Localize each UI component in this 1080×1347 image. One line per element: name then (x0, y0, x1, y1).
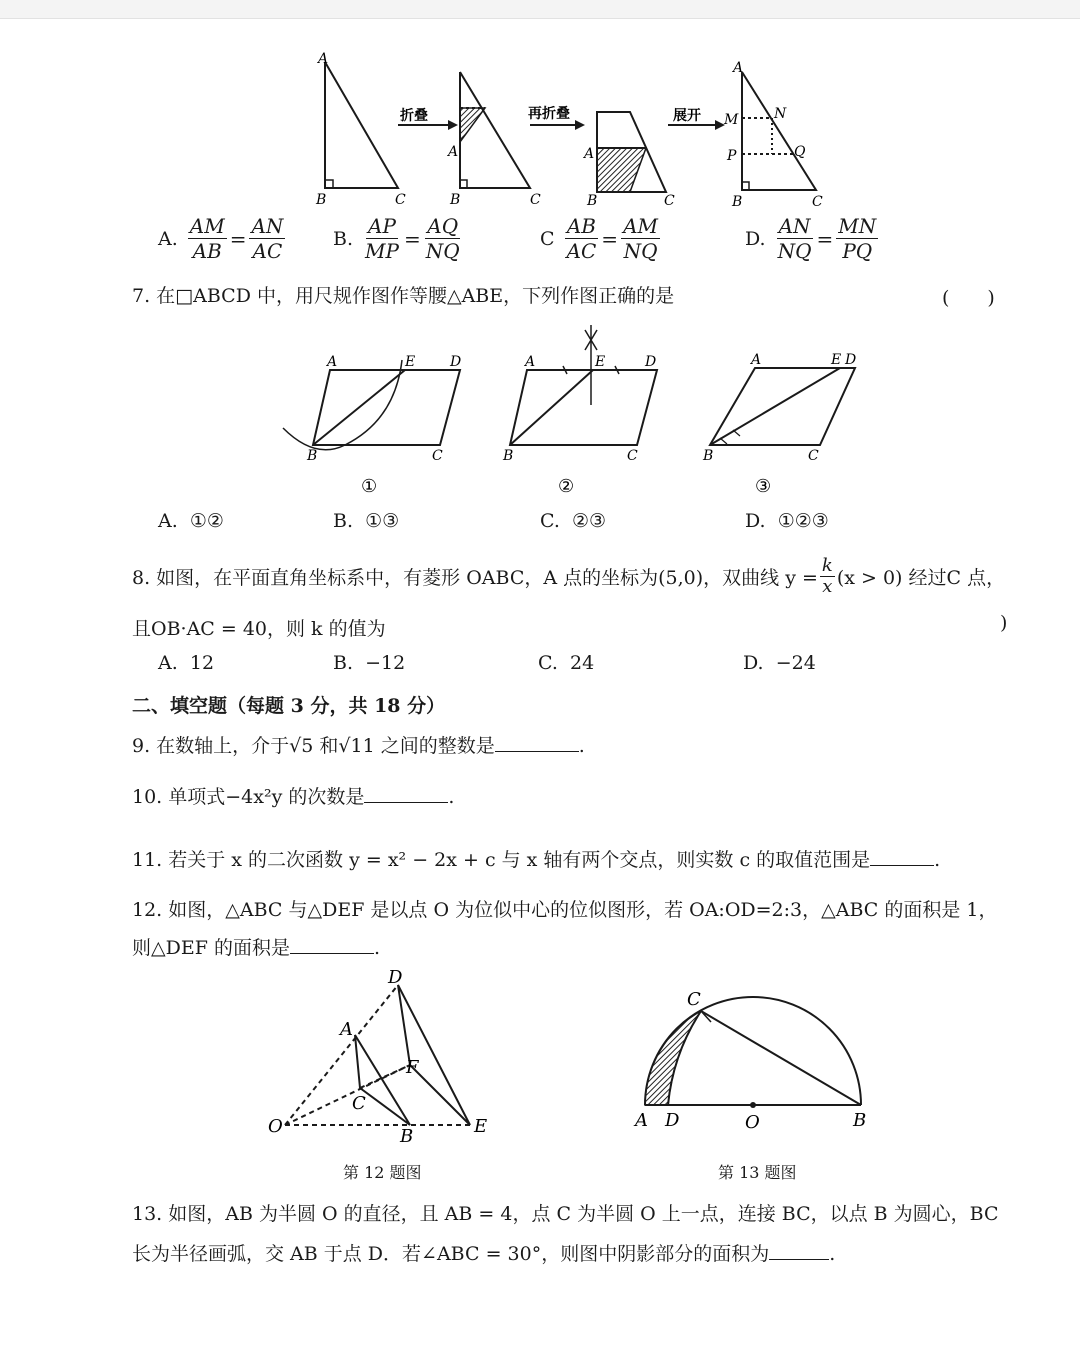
q12-label-b: B (400, 1126, 414, 1147)
q10-question-text: 10. 单项式−4x²y 的次数是 (132, 786, 365, 808)
q6-f4-label-c: C (812, 194, 823, 210)
q6-f4-label-a: A (733, 60, 744, 76)
q8-option-a-value: 12 (189, 652, 215, 674)
q13-end: . (829, 1243, 836, 1265)
q6-option-d-frac2 (836, 214, 878, 263)
q8-hyperbola-frac (820, 556, 835, 597)
q6-f4-label-m: M (724, 112, 739, 128)
q12-figure-caption: 第 12 题图 (343, 1163, 422, 1182)
q6-f4-label-n: N (774, 106, 787, 122)
q6-f4-label-b: B (732, 194, 743, 210)
frac-num: AM (623, 214, 658, 238)
q7-option-c-label: C. (540, 510, 560, 532)
frac-den: AC (252, 239, 283, 263)
q12-label-c: C (352, 1093, 366, 1114)
frac-num: AB (566, 214, 596, 238)
q8-option-a-label: A. (158, 652, 178, 674)
q13-figure-caption: 第 13 题图 (718, 1163, 797, 1182)
q13-figure (625, 980, 885, 1140)
q6-arrow-1-head (448, 120, 458, 130)
q6-figure-1 (325, 62, 398, 188)
frac-num: AN (251, 214, 284, 238)
q13-line-2-text: 长为半径画弧，交 AB 于点 D．若∠ABC = 30°，则图中阴影部分的面积为 (132, 1243, 770, 1265)
q11-question-text: 11. 若关于 x 的二次函数 y = x² − 2x + c 与 x 轴有两个交点，则实数 c 的取值范围是 (132, 849, 871, 871)
q7-figure-1 (283, 360, 460, 450)
q9-line (132, 731, 585, 758)
q7-f2-label-d: D (645, 354, 657, 370)
q8-option-b-value: −12 (365, 652, 406, 674)
q6-arrow-label-3: 展开 (673, 108, 701, 124)
q12-label-f: F (406, 1057, 419, 1078)
q6-option-b-frac2 (424, 214, 462, 263)
frac-den: MP (365, 239, 399, 263)
q13-label-o: O (745, 1112, 760, 1133)
q10-answer-blank[interactable] (364, 802, 448, 803)
q12-label-e: E (474, 1116, 488, 1137)
q7-f2-label-e: E (595, 354, 606, 370)
frac-den: AB (192, 239, 222, 263)
equals-sign: = (403, 226, 421, 251)
q13-label-c: C (687, 989, 701, 1010)
q6-folding-figures (300, 50, 860, 210)
q7-option-b-value: ①③ (365, 510, 400, 532)
q10-line (132, 782, 454, 809)
viewer-top-bar (0, 0, 1080, 19)
q7-f1-label-a: A (327, 354, 338, 370)
q6-arrow-label-1: 折叠 (400, 108, 428, 124)
q6-f4-label-p: P (727, 148, 737, 164)
q7-option-d (745, 510, 829, 532)
frac-den: NQ (425, 239, 460, 263)
frac-den: x (822, 576, 833, 597)
q6-f3-label-b: B (587, 193, 598, 209)
q8-answer-paren: ) (1000, 612, 1008, 634)
q12-label-a: A (340, 1019, 353, 1040)
q6-f3-label-a: A (584, 146, 595, 162)
frac-den: PQ (842, 239, 873, 263)
q8-option-c (538, 652, 594, 674)
q6-f1-label-b: B (316, 192, 327, 208)
q6-f2-label-c: C (530, 192, 541, 208)
q6-option-b-frac1 (363, 214, 401, 263)
q7-figure-3-number: ③ (755, 476, 772, 497)
q12-label-d: D (388, 967, 403, 988)
q6-option-c-label: C (540, 227, 555, 250)
q8-line-1-start: 8. 如图，在平面直角坐标系中，有菱形 OABC，A 点的坐标为(5,0)，双曲线 y = (132, 567, 818, 589)
q7-option-b (333, 510, 399, 532)
q6-option-a-label: A. (158, 227, 178, 250)
q7-f3-label-a: A (751, 352, 762, 368)
q13-line-2 (132, 1239, 835, 1266)
q8-option-d-value: −24 (775, 652, 816, 674)
frac-den: AC (566, 239, 597, 263)
q7-option-d-label: D. (745, 510, 766, 532)
frac-den: NQ (623, 239, 658, 263)
q6-f3-label-c: C (664, 193, 675, 209)
q12-line-1: 12. 如图，△ABC 与△DEF 是以点 O 为位似中心的位似图形，若 OA:OD=2:3，△ABC 的面积是 1， (132, 899, 998, 921)
q12-line-2-text: 则△DEF 的面积是 (132, 937, 290, 959)
q7-figure-3 (710, 368, 855, 445)
q7-f2-label-c: C (627, 448, 638, 464)
q7-f2-label-b: B (503, 448, 514, 464)
q6-f1-label-a: A (318, 51, 329, 67)
q7-figure-1-number: ① (361, 476, 378, 497)
q6-option-a (158, 214, 285, 263)
q12-label-o: O (268, 1116, 283, 1137)
q8-line-1-end: (x > 0) 经过C 点， (836, 567, 1006, 589)
q7-question-text: 7. 在□ABCD 中，用尺规作图作等腰△ABE，下列作图正确的是 (132, 285, 675, 307)
q7-f1-label-d: D (450, 354, 462, 370)
q6-option-d-frac1 (776, 214, 814, 263)
q6-option-a-frac2 (249, 214, 285, 263)
q11-answer-blank[interactable] (870, 865, 934, 866)
q6-arrow-2-head (575, 120, 585, 130)
q12-line-2 (132, 933, 380, 960)
q8-option-d (743, 652, 816, 674)
q13-label-b: B (853, 1110, 867, 1131)
q7-option-a-label: A. (158, 510, 178, 532)
q11-line (132, 845, 940, 872)
q7-f1-label-b: B (307, 448, 318, 464)
q7-f1-label-c: C (432, 448, 443, 464)
frac-num: MN (838, 214, 877, 238)
q7-f2-label-a: A (525, 354, 536, 370)
q6-f4-label-q: Q (794, 144, 806, 160)
frac-num: k (821, 555, 833, 576)
q6-option-b (333, 214, 462, 263)
q8-option-c-label: C. (538, 652, 558, 674)
q8-line-2: 且OB·AC = 40，则 k 的值为 (132, 618, 386, 640)
frac-num: AP (368, 214, 396, 238)
q9-answer-blank[interactable] (495, 751, 579, 752)
frac-num: AQ (427, 214, 459, 238)
q7-f3-label-b: B (703, 448, 714, 464)
q8-option-b-label: B. (333, 652, 354, 674)
q6-option-d (745, 214, 878, 263)
q7-option-a (158, 510, 224, 532)
q13-line-1: 13. 如图，AB 为半圆 O 的直径，且 AB = 4，点 C 为半圆 O 上一点，连接 BC，以点 B 为圆心，BC (132, 1203, 999, 1225)
q12-end: . (373, 937, 380, 959)
q6-arrow-label-2: 再折叠 (528, 106, 570, 122)
q8-option-c-value: 24 (570, 652, 595, 674)
q8-option-a (158, 652, 214, 674)
q6-figure-2 (460, 72, 530, 188)
frac-num: AN (778, 214, 811, 238)
q7-figure-2-number: ② (558, 476, 575, 497)
q6-option-c (540, 214, 660, 263)
q12-figure (260, 965, 510, 1150)
q7-f3-label-d: D (845, 352, 857, 368)
q7-f1-label-e: E (405, 354, 416, 370)
q6-f1-label-c: C (395, 192, 406, 208)
equals-sign: = (601, 226, 619, 251)
q9-end: . (578, 735, 585, 757)
q10-end: . (448, 786, 455, 808)
section-2-heading: 二、填空题（每题 3 分，共 18 分） (132, 695, 446, 717)
q13-label-d: D (665, 1110, 680, 1131)
q7-option-b-label: B. (333, 510, 354, 532)
q6-option-d-label: D. (745, 227, 766, 250)
q6-option-b-label: B. (333, 227, 354, 250)
q6-option-a-frac1 (188, 214, 227, 263)
q7-f3-label-c: C (808, 448, 819, 464)
q6-option-c-frac2 (621, 214, 660, 263)
q13-center-dot (750, 1102, 756, 1108)
equals-sign: = (229, 226, 247, 251)
q6-f2-label-a: A (448, 144, 459, 160)
q7-option-a-value: ①② (189, 510, 224, 532)
q7-figures (275, 320, 875, 500)
q6-f2-label-b: B (450, 192, 461, 208)
q7-f3-label-e: E (831, 352, 842, 368)
frac-den: NQ (777, 239, 812, 263)
q12-answer-blank[interactable] (290, 953, 374, 954)
q6-figure-3 (597, 112, 666, 192)
q13-label-a: A (635, 1110, 648, 1131)
q7-option-c-value: ②③ (572, 510, 607, 532)
equals-sign: = (816, 226, 834, 251)
q11-end: . (934, 849, 941, 871)
q7-answer-paren: ( ) (942, 287, 995, 309)
q7-option-d-value: ①②③ (777, 510, 829, 532)
q8-option-d-label: D. (743, 652, 764, 674)
q13-answer-blank[interactable] (769, 1259, 829, 1260)
q7-figure-2 (510, 325, 657, 445)
q8-option-b (333, 652, 405, 674)
q7-option-c (540, 510, 606, 532)
q6-figure-4 (742, 72, 816, 190)
q9-question-text: 9. 在数轴上，介于√5 和√11 之间的整数是 (132, 735, 495, 757)
q6-option-c-frac1 (565, 214, 599, 263)
q8-line-1 (132, 556, 1005, 597)
frac-num: AM (189, 214, 225, 238)
